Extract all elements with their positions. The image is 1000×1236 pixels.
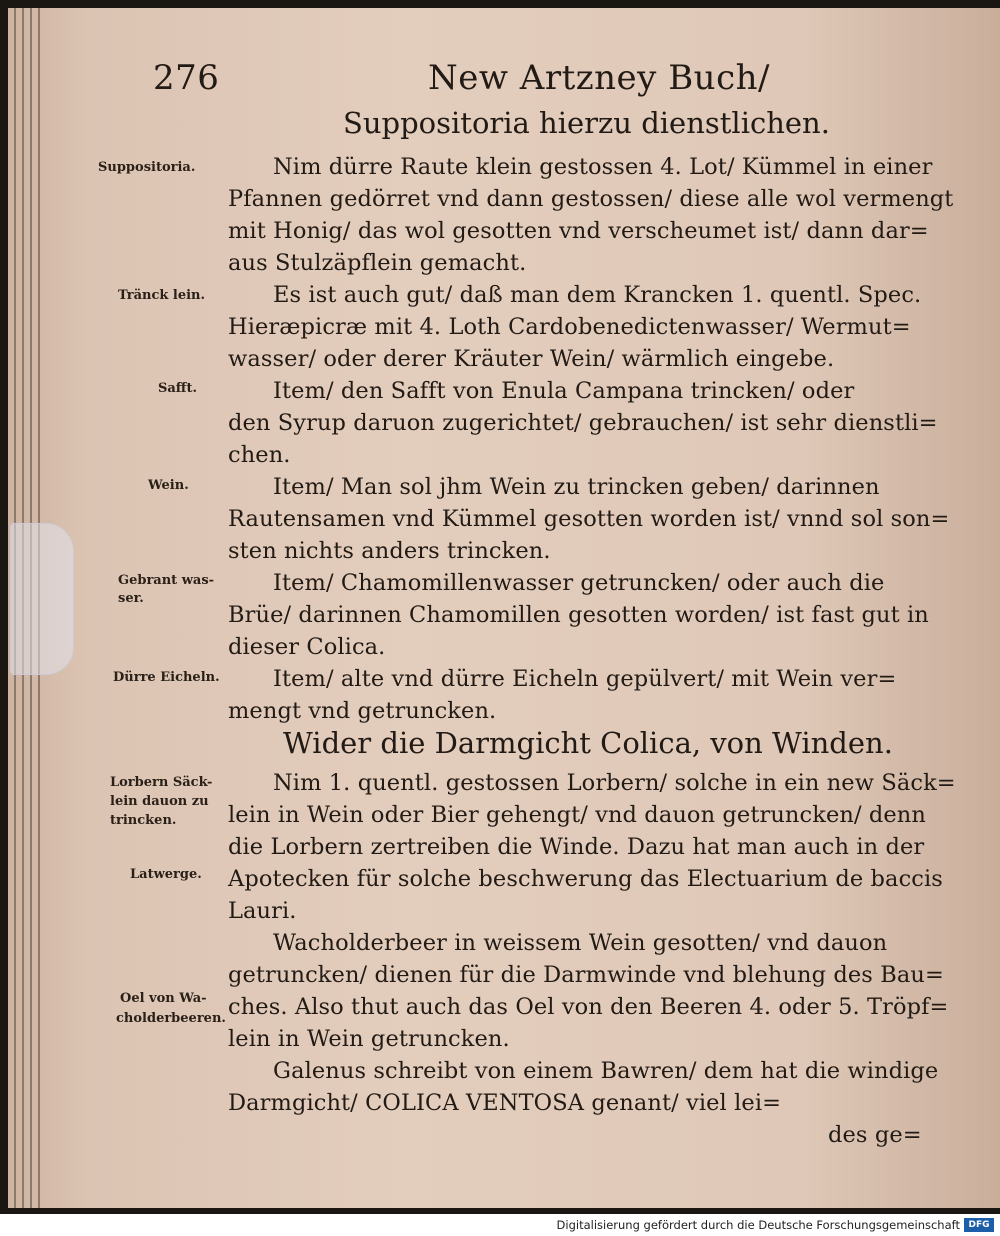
text-line: Brüe/ darinnen Chamomillen gesotten worden/ ist fast gut in [228, 602, 929, 628]
text-line: Item/ alte vnd dürre Eicheln gepülvert/ mit Wein ver= [273, 666, 897, 692]
margin-note: Wein. [148, 478, 189, 493]
margin-note: Safft. [158, 381, 198, 396]
text-line: Pfannen gedörret vnd dann gestossen/ diese alle wol vermengt [228, 186, 954, 212]
text-line: dieser Colica. [228, 634, 386, 660]
text-line: lein in Wein oder Bier gehengt/ vnd dauon getruncken/ denn [228, 802, 926, 828]
text-line: mit Honig/ das wol gesotten vnd verscheumet ist/ dann dar= [228, 218, 929, 244]
text-line: lein in Wein getruncken. [228, 1026, 510, 1052]
text-line: Darmgicht/ COLICA VENTOSA genant/ viel lei= [228, 1090, 782, 1116]
book-page [8, 8, 1000, 1208]
text-line: mengt vnd getruncken. [228, 698, 497, 724]
text-line: den Syrup daruon zugerichtet/ gebrauchen/ ist sehr dienstli= [228, 410, 938, 436]
text-line: Apotecken für solche beschwerung das Electuarium de baccis [228, 866, 943, 892]
plastic-page-clip [10, 523, 74, 675]
text-line: Item/ Man sol jhm Wein zu trincken geben/ darinnen [273, 474, 880, 500]
margin-note: Latwerge. [130, 867, 202, 882]
text-line: Es ist auch gut/ daß man dem Krancken 1. quentl. Spec. [273, 282, 922, 308]
text-line: die Lorbern zertreiben die Winde. Dazu hat man auch in der [228, 834, 925, 860]
text-line: Wacholderbeer in weissem Wein gesotten/ vnd dauon [273, 930, 888, 956]
margin-note: trincken. [110, 813, 177, 828]
text-line: Item/ Chamomillenwasser getruncken/ oder auch die [273, 570, 885, 596]
text-line: ches. Also thut auch das Oel von den Beeren 4. oder 5. Tröpf= [228, 994, 949, 1020]
footer-bar [0, 1214, 1000, 1236]
section-heading: Suppositoria hierzu dienstlichen. [343, 106, 830, 140]
margin-note: Oel von Wa- [120, 991, 207, 1006]
text-line: wasser/ oder derer Kräuter Wein/ wärmlich eingebe. [228, 346, 835, 372]
text-line: Galenus schreibt von einem Bawren/ dem hat die windige [273, 1058, 939, 1084]
section-heading-colica: Wider die Darmgicht Colica, von Winden. [283, 726, 893, 760]
margin-note: lein dauon zu [110, 794, 209, 809]
text-line: Item/ den Safft von Enula Campana trincken/ oder [273, 378, 855, 404]
margin-note: Suppositoria. [98, 160, 196, 175]
margin-note: ser. [118, 591, 144, 606]
text-line: Rautensamen vnd Kümmel gesotten worden ist/ vnnd sol son= [228, 506, 950, 532]
text-line: Hieræpicræ mit 4. Loth Cardobenedictenwasser/ Wermut= [228, 314, 911, 340]
text-line: chen. [228, 442, 291, 468]
text-line: Nim 1. quentl. gestossen Lorbern/ solche in ein new Säck= [273, 770, 956, 796]
text-line: getruncken/ dienen für die Darmwinde vnd blehung des Bau= [228, 962, 944, 988]
margin-note: Dürre Eicheln. [113, 670, 220, 685]
catchword: des ge= [828, 1122, 922, 1148]
dfg-logo: DFG [964, 1218, 994, 1232]
text-line: aus Stulzäpflein gemacht. [228, 250, 527, 276]
margin-note: Lorbern Säck- [110, 775, 213, 790]
margin-note: Gebrant was- [118, 573, 215, 588]
text-line: Lauri. [228, 898, 297, 924]
margin-note: Tränck lein. [118, 288, 206, 303]
text-line: sten nichts anders trincken. [228, 538, 551, 564]
running-title: New Artzney Buch/ [428, 58, 770, 98]
page-number: 276 [153, 58, 220, 98]
margin-note: cholderbeeren. [116, 1011, 226, 1026]
text-line: Nim dürre Raute klein gestossen 4. Lot/ Kümmel in einer [273, 154, 933, 180]
funding-credit: Digitalisierung gefördert durch die Deutsche Forschungsgemeinschaft [556, 1218, 960, 1232]
